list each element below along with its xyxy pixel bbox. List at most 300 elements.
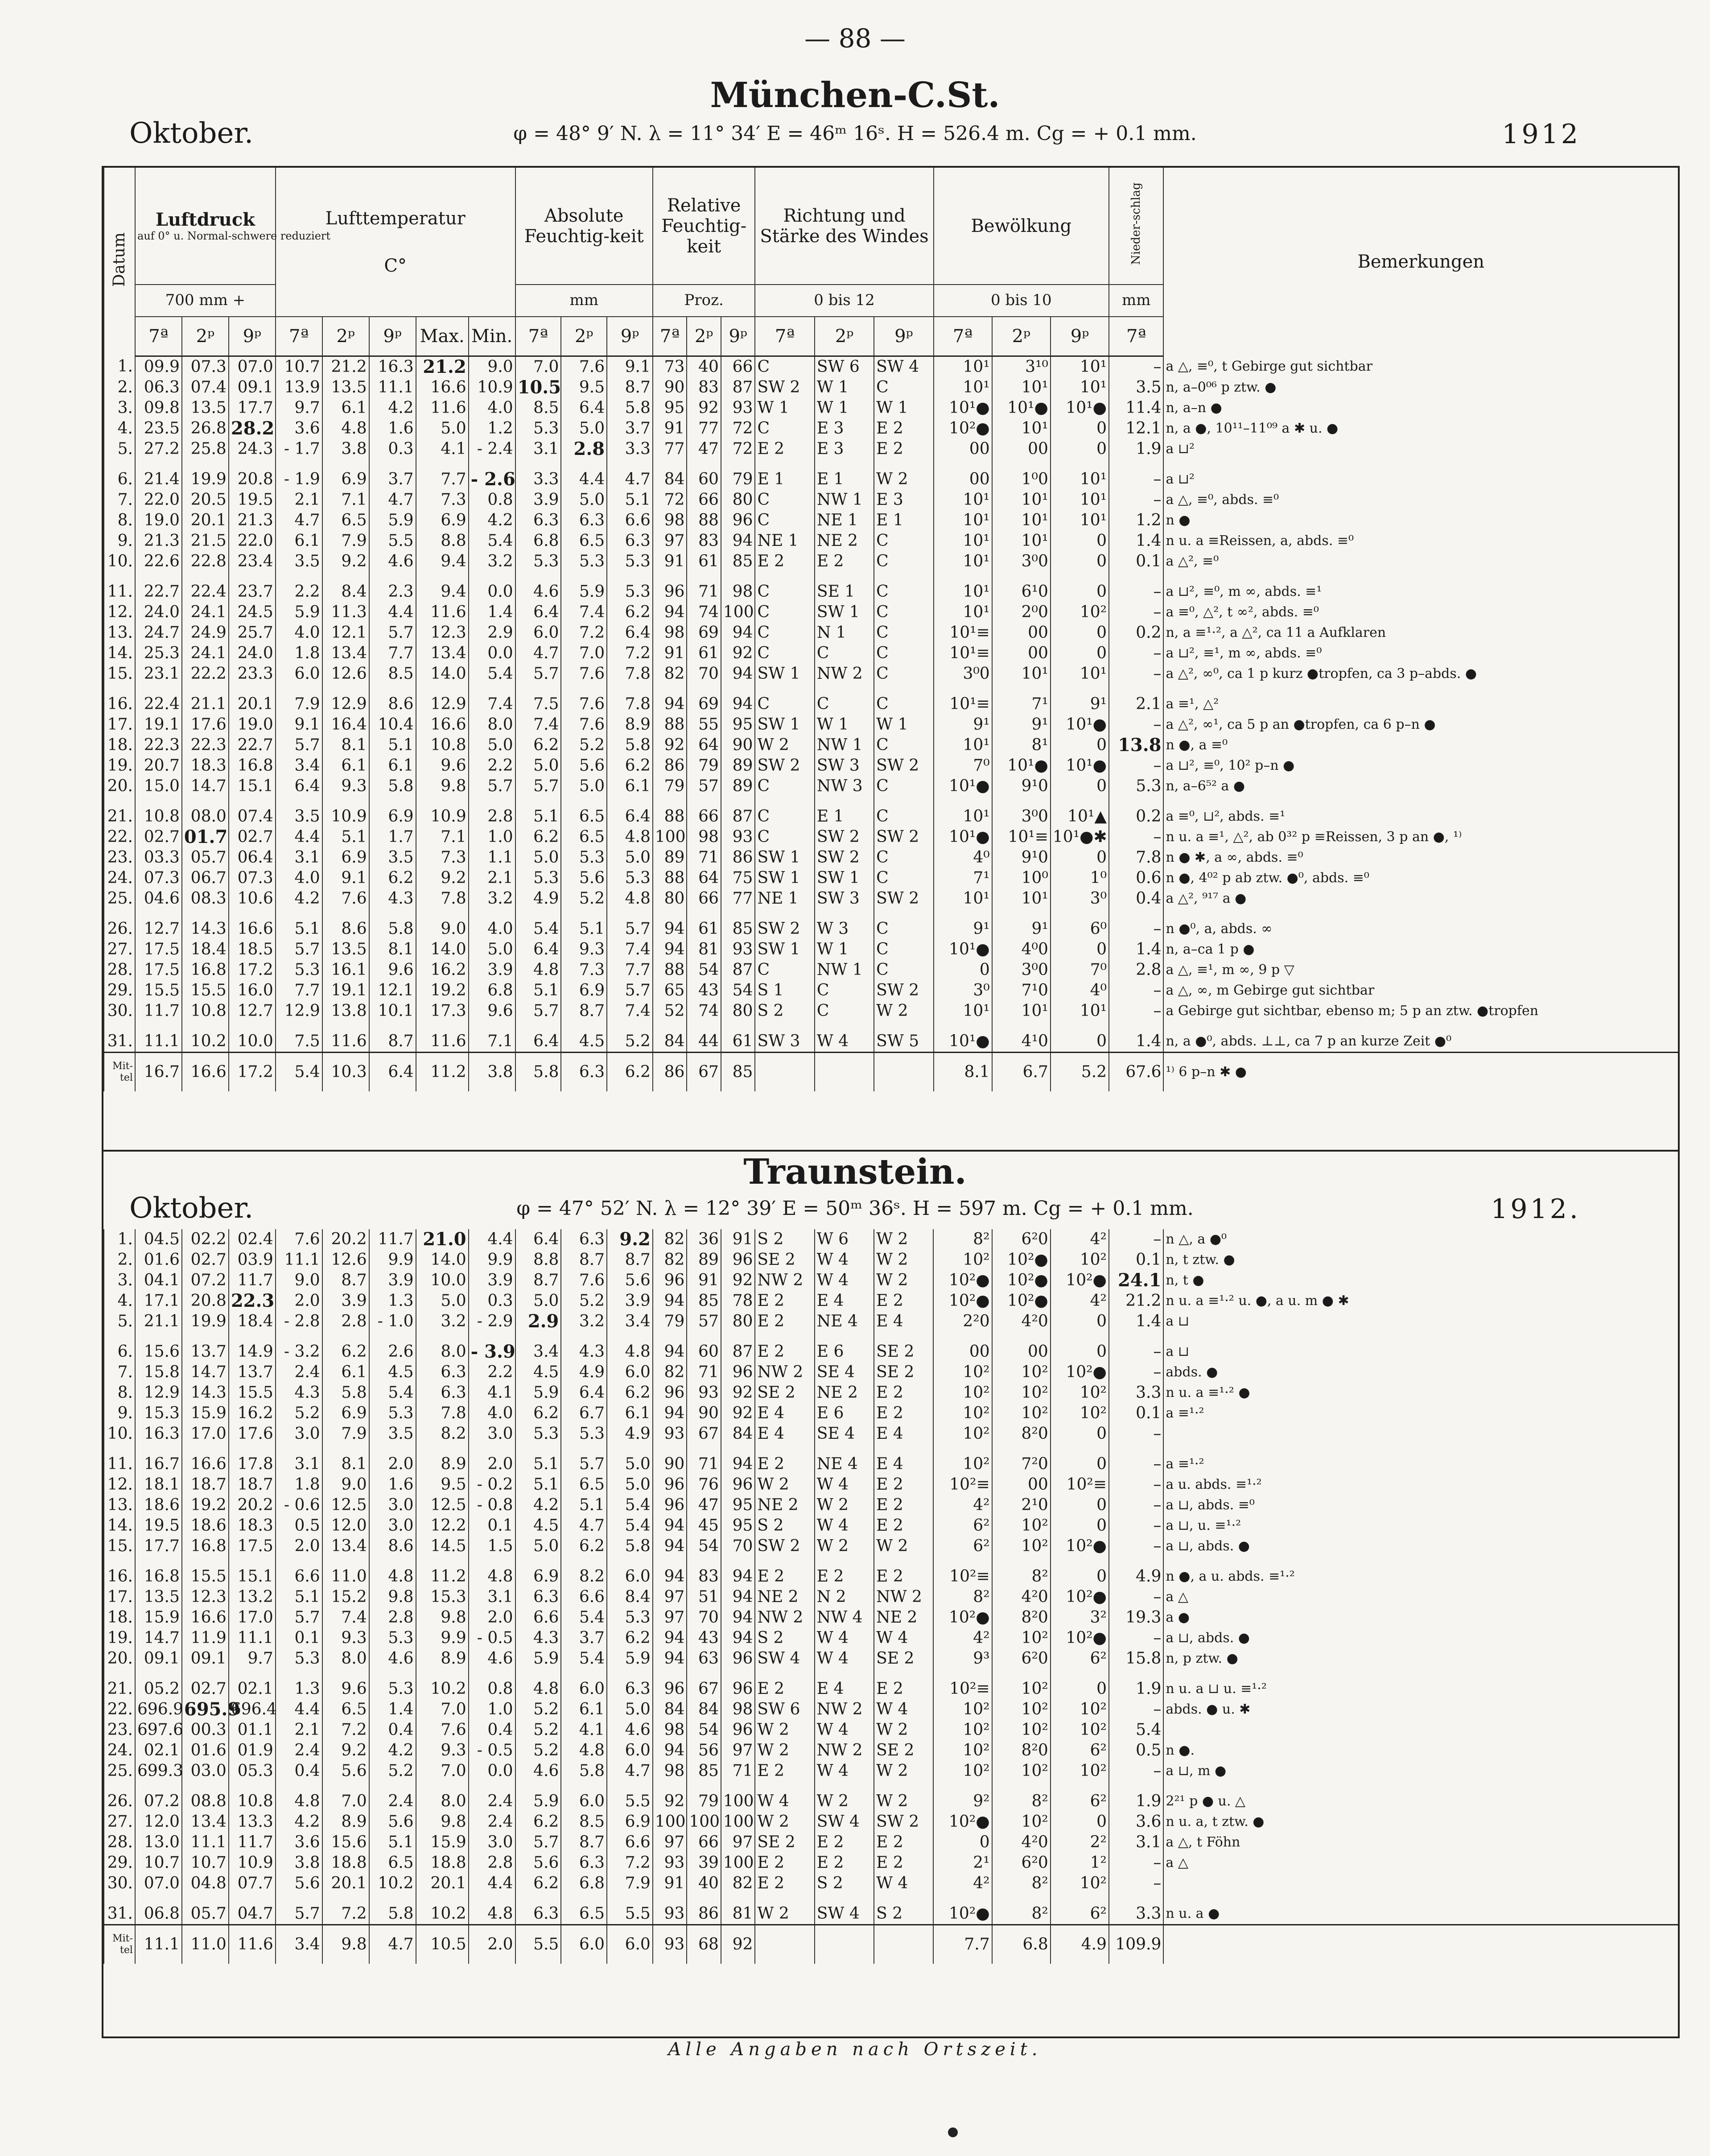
value-cell: 5.0: [416, 1291, 469, 1311]
value-cell: 8.9: [322, 1812, 369, 1832]
value-cell: 11.2: [416, 1566, 469, 1587]
value-cell: 0.1: [276, 1628, 322, 1648]
value-cell: 19.1: [322, 980, 369, 1001]
value-cell: 5.1: [322, 827, 369, 847]
row-gap: [104, 572, 1678, 582]
value-cell: 9.9: [416, 1628, 469, 1648]
day-cell: 14.: [104, 643, 135, 664]
value-cell: 94: [653, 919, 687, 939]
value-cell: 07.4: [182, 377, 229, 398]
value-cell: 04.1: [135, 1270, 182, 1291]
value-cell: 24.1: [182, 643, 229, 664]
value-cell: 94: [721, 664, 755, 684]
remark-cell: a △, ≡¹, m ∞, 9 p ▽: [1163, 960, 1678, 980]
value-cell: 12.6: [322, 664, 369, 684]
value-cell: 5.3: [369, 1679, 416, 1699]
value-cell: 3.9: [322, 1291, 369, 1311]
value-cell: 9.0: [469, 356, 515, 378]
value-cell: 5.7: [369, 623, 416, 643]
value-cell: 0: [1051, 1424, 1109, 1444]
value-cell: E 2: [755, 1566, 814, 1587]
value-cell: 94: [653, 1648, 687, 1669]
value-cell: 6⁰: [1051, 919, 1109, 939]
day-cell: 18.: [104, 1607, 135, 1628]
value-cell: 00: [992, 623, 1051, 643]
value-cell: 10.7: [276, 356, 322, 378]
value-cell: 3.9: [469, 1270, 515, 1291]
value-cell: 6.2: [607, 756, 653, 776]
value-cell: 91: [653, 643, 687, 664]
value-cell: 15.5: [135, 980, 182, 1001]
value-cell: 0: [1051, 623, 1109, 643]
value-cell: 11.1: [229, 1628, 276, 1648]
value-cell: 6.6: [276, 1566, 322, 1587]
value-cell: 05.7: [182, 1904, 229, 1925]
value-cell: 19.5: [229, 490, 276, 510]
value-cell: 10¹●: [1051, 398, 1109, 418]
value-cell: 10¹●: [934, 1031, 992, 1053]
value-cell: 11.4: [1109, 398, 1163, 418]
subheader-t9p: 9ᵖ: [1051, 317, 1109, 356]
value-cell: 66: [687, 888, 721, 909]
value-cell: 5.3: [515, 868, 561, 888]
value-cell: 6.4: [607, 623, 653, 643]
value-cell: 72: [653, 490, 687, 510]
value-cell: 85: [687, 1761, 721, 1781]
table-row: [104, 1679, 1678, 1699]
value-cell: 77: [653, 439, 687, 459]
value-cell: 85: [721, 551, 755, 572]
value-cell: 0.0: [469, 1761, 515, 1781]
value-cell: 2.0: [469, 1607, 515, 1628]
value-cell: 11.1: [135, 1925, 182, 1964]
value-cell: NW 2: [815, 1699, 874, 1720]
value-cell: 9¹: [934, 919, 992, 939]
value-cell: 07.4: [229, 806, 276, 827]
value-cell: 11.1: [276, 1250, 322, 1270]
value-cell: SW 4: [874, 356, 933, 378]
value-cell: 21.4: [135, 469, 182, 490]
value-cell: 4.6: [369, 1648, 416, 1669]
value-cell: 9.3: [416, 1740, 469, 1761]
value-cell: 1.2: [469, 418, 515, 439]
value-cell: 1.9: [1109, 1679, 1163, 1699]
remark-cell: a ⊔: [1163, 1311, 1678, 1332]
value-cell: 6.2: [322, 1342, 369, 1362]
value-cell: NW 1: [815, 960, 874, 980]
value-cell: 57: [687, 1311, 721, 1332]
value-cell: 4²: [933, 1495, 992, 1516]
value-cell: 21.3: [229, 510, 276, 531]
remark-cell: a △², ⁹¹⁷ a ●: [1163, 888, 1678, 909]
value-cell: 90: [687, 1403, 721, 1424]
value-cell: NE 2: [815, 1383, 874, 1403]
value-cell: C: [874, 602, 933, 623]
value-cell: 22.4: [135, 694, 182, 715]
value-cell: 86: [687, 1904, 721, 1925]
value-cell: 12.1: [322, 623, 369, 643]
value-cell: 7.8: [1109, 847, 1163, 868]
value-cell: 11.7: [135, 1001, 182, 1021]
value-cell: 1⁰: [1051, 868, 1109, 888]
value-cell: 02.4: [229, 1229, 276, 1250]
value-cell: 5.6: [369, 1812, 416, 1832]
value-cell: 5.4: [561, 1607, 607, 1628]
value-cell: 5.8: [607, 1536, 653, 1557]
value-cell: 66: [687, 806, 721, 827]
value-cell: 0: [1051, 939, 1109, 960]
value-cell: SW 1: [755, 868, 814, 888]
value-cell: 10²●: [1051, 1536, 1109, 1557]
value-cell: 7.3: [416, 847, 469, 868]
value-cell: 98: [653, 1720, 687, 1740]
value-cell: 5.0: [515, 1536, 561, 1557]
value-cell: 7.2: [322, 1904, 369, 1925]
value-cell: 10¹: [934, 888, 992, 909]
value-cell: 0: [1051, 1454, 1109, 1475]
value-cell: 5.7: [276, 1607, 322, 1628]
value-cell: W 4: [874, 1628, 933, 1648]
value-cell: 0: [1051, 776, 1109, 797]
value-cell: 10¹●✱: [1051, 827, 1109, 847]
value-cell: W 4: [815, 1270, 874, 1291]
value-cell: C: [755, 776, 814, 797]
table-row: [104, 1383, 1678, 1403]
value-cell: 9.3: [561, 939, 607, 960]
value-cell: 4.7: [276, 510, 322, 531]
day-cell: 14.: [104, 1516, 135, 1536]
value-cell: 06.7: [182, 868, 229, 888]
value-cell: 90: [721, 735, 755, 756]
value-cell: 5.2: [276, 1403, 322, 1424]
value-cell: 10⁰: [992, 868, 1051, 888]
value-cell: 5.7: [515, 776, 561, 797]
value-cell: 18.3: [229, 1516, 276, 1536]
value-cell: 3.1: [469, 1587, 515, 1607]
value-cell: - 1.9: [276, 469, 322, 490]
value-cell: 6.4: [276, 776, 322, 797]
value-cell: 7⁰: [1051, 960, 1109, 980]
value-cell: 09.1: [229, 377, 276, 398]
day-cell: 13.: [104, 1495, 135, 1516]
value-cell: 9.9: [469, 1250, 515, 1270]
value-cell: 8²: [992, 1904, 1051, 1925]
value-cell: 7.1: [469, 1031, 515, 1053]
value-cell: 3.0: [369, 1495, 416, 1516]
value-cell: SW 2: [755, 1536, 814, 1557]
value-cell: 11.2: [416, 1053, 469, 1092]
col-luftdruck: [135, 168, 331, 285]
value-cell: C: [755, 643, 814, 664]
value-cell: 10¹: [934, 806, 992, 827]
value-cell: 10¹●: [934, 776, 992, 797]
value-cell: 91: [721, 1229, 755, 1250]
value-cell: 1.7: [369, 827, 416, 847]
value-cell: 5.4: [369, 1383, 416, 1403]
table-row: [104, 888, 1678, 909]
value-cell: 3.7: [369, 469, 416, 490]
value-cell: 68: [687, 1925, 721, 1964]
remark-cell: a ●: [1163, 1607, 1678, 1628]
value-cell: 9.4: [416, 582, 469, 602]
value-cell: 96: [653, 1679, 687, 1699]
coords-label-1: φ = 48° 9′ N. λ = 11° 34′ E = 46ᵐ 16ˢ. H = 526.4 m. Cg = + 0.1 mm.: [513, 122, 1197, 145]
value-cell: 10¹: [1051, 469, 1109, 490]
value-cell: 0.8: [469, 490, 515, 510]
remark-cell: a ⊔, abds. ≡⁰: [1163, 1495, 1678, 1516]
value-cell: 20.2: [322, 1229, 369, 1250]
value-cell: 6.1: [276, 531, 322, 551]
row-gap: [104, 459, 1678, 469]
value-cell: 22.0: [229, 531, 276, 551]
value-cell: 89: [687, 1250, 721, 1270]
value-cell: 10.9: [322, 806, 369, 827]
section-divider: [102, 1150, 1678, 1152]
value-cell: 9³: [933, 1648, 992, 1669]
table-row: [104, 1475, 1678, 1495]
value-cell: 0: [1051, 847, 1109, 868]
value-cell: SE 2: [874, 1342, 933, 1362]
table-row: [104, 735, 1678, 756]
remark-cell: a ⊔: [1163, 1342, 1678, 1362]
value-cell: 85: [687, 1291, 721, 1311]
value-cell: 5.2: [561, 735, 607, 756]
value-cell: 9¹0: [992, 847, 1051, 868]
row-gap: [104, 1669, 1678, 1679]
value-cell: 22.3: [182, 735, 229, 756]
value-cell: SW 2: [815, 827, 874, 847]
value-cell: 16.7: [135, 1053, 182, 1092]
value-cell: 82: [721, 1873, 755, 1894]
value-cell: 94: [653, 1628, 687, 1648]
value-cell: 100: [721, 1791, 755, 1812]
day-cell: 5.: [104, 439, 135, 459]
day-cell: 11.: [104, 1454, 135, 1475]
value-cell: 12.5: [416, 1495, 469, 1516]
value-cell: 87: [721, 960, 755, 980]
value-cell: 79: [653, 1311, 687, 1332]
value-cell: 6.2: [607, 602, 653, 623]
value-cell: 2.3: [369, 582, 416, 602]
value-cell: 6.8: [992, 1925, 1051, 1964]
remark-cell: a ⊔², ≡¹, m ∞, abds. ≡⁰: [1163, 643, 1678, 664]
day-cell: 25.: [104, 1761, 135, 1781]
value-cell: 6.6: [607, 510, 653, 531]
value-cell: W 2: [755, 1812, 814, 1832]
remark-cell: a ≡⁰, ⊔², abds. ≡¹: [1163, 806, 1678, 827]
value-cell: 3.6: [1109, 1812, 1163, 1832]
lufttemperatur-unit: C°: [384, 255, 407, 276]
value-cell: 95: [721, 715, 755, 735]
value-cell: 75: [721, 868, 755, 888]
value-cell: 5.7: [515, 664, 561, 684]
value-cell: 10²: [992, 1679, 1051, 1699]
value-cell: 19.0: [135, 510, 182, 531]
value-cell: SW 1: [755, 939, 814, 960]
value-cell: –: [1109, 827, 1163, 847]
value-cell: 10¹: [1051, 664, 1109, 684]
day-cell: 6.: [104, 1342, 135, 1362]
value-cell: 5.8: [607, 398, 653, 418]
value-cell: 19.0: [229, 715, 276, 735]
day-cell: 20.: [104, 1648, 135, 1669]
day-cell: 8.: [104, 1383, 135, 1403]
value-cell: 98: [653, 623, 687, 643]
value-cell: S 1: [755, 980, 814, 1001]
value-cell: 6.2: [515, 735, 561, 756]
value-cell: C: [874, 623, 933, 643]
day-cell: 15.: [104, 1536, 135, 1557]
value-cell: 18.6: [182, 1516, 229, 1536]
value-cell: 19.9: [182, 1311, 229, 1332]
value-cell: 5.2: [1051, 1053, 1109, 1092]
value-cell: 4.1: [561, 1720, 607, 1740]
value-cell: SW 1: [755, 664, 814, 684]
value-cell: 5.0: [561, 776, 607, 797]
year-label-2: 1912.: [1491, 1194, 1581, 1225]
value-cell: NE 4: [815, 1311, 874, 1332]
value-cell: NE 2: [755, 1495, 814, 1516]
row-gap: [104, 1781, 1678, 1791]
value-cell: 10¹: [1051, 377, 1109, 398]
value-cell: 14.7: [182, 1362, 229, 1383]
value-cell: –: [1109, 1853, 1163, 1873]
value-cell: 71: [687, 1454, 721, 1475]
day-cell: 10.: [104, 1424, 135, 1444]
subheader-t2p: 2ᵖ: [815, 317, 874, 356]
remark-cell: a ⊔, abds. ●: [1163, 1628, 1678, 1648]
value-cell: 4.7: [561, 1516, 607, 1536]
value-cell: 13.5: [135, 1587, 182, 1607]
value-cell: 7.7: [933, 1925, 992, 1964]
table-row: [104, 643, 1678, 664]
value-cell: 6.3: [607, 1679, 653, 1699]
table-row: [104, 1628, 1678, 1648]
value-cell: 4²: [933, 1873, 992, 1894]
subheader-t9p: 9ᵖ: [721, 317, 755, 356]
value-cell: 5.4: [469, 664, 515, 684]
day-cell: 24.: [104, 1740, 135, 1761]
value-cell: 47: [687, 439, 721, 459]
value-cell: 1⁰0: [992, 469, 1051, 490]
table-row: [104, 756, 1678, 776]
value-cell: 4.2: [276, 1812, 322, 1832]
value-cell: W 2: [815, 1791, 874, 1812]
value-cell: 7.9: [607, 1873, 653, 1894]
value-cell: 44: [687, 1031, 721, 1053]
bewoelkung-unit: 0 bis 10: [934, 285, 1109, 317]
value-cell: 61: [721, 1031, 755, 1053]
value-cell: 17.5: [135, 960, 182, 980]
value-cell: N 2: [815, 1587, 874, 1607]
value-cell: 10¹: [934, 551, 992, 572]
value-cell: E 4: [755, 1424, 814, 1444]
value-cell: 1.9: [1109, 1791, 1163, 1812]
value-cell: C: [874, 551, 933, 572]
value-cell: 0.4: [369, 1720, 416, 1740]
table-row: [104, 531, 1678, 551]
value-cell: 9.4: [416, 551, 469, 572]
value-cell: 13.4: [322, 643, 369, 664]
day-cell: 28.: [104, 960, 135, 980]
value-cell: 51: [687, 1587, 721, 1607]
value-cell: 5.0: [561, 490, 607, 510]
value-cell: E 2: [874, 1516, 933, 1536]
value-cell: 10¹: [934, 531, 992, 551]
value-cell: SW 3: [755, 1031, 814, 1053]
subheader-t7a: 7ª: [1109, 317, 1163, 356]
value-cell: 12.9: [322, 694, 369, 715]
table-frame: [102, 166, 1680, 2038]
value-cell: 9.5: [416, 1475, 469, 1495]
value-cell: 5.4: [607, 1516, 653, 1536]
row-gap: [104, 1332, 1678, 1342]
value-cell: 2.1: [469, 868, 515, 888]
table-row: [104, 694, 1678, 715]
value-cell: 15.9: [182, 1403, 229, 1424]
value-cell: 14.3: [182, 1383, 229, 1403]
value-cell: NW 2: [755, 1362, 814, 1383]
value-cell: 6.9: [416, 510, 469, 531]
value-cell: 08.8: [182, 1791, 229, 1812]
value-cell: W 2: [755, 735, 814, 756]
remark-cell: n ●: [1163, 510, 1678, 531]
value-cell: 88: [687, 510, 721, 531]
value-cell: 16.2: [416, 960, 469, 980]
value-cell: 699.3: [135, 1761, 182, 1781]
col-abs-feucht: Absolute Feuchtig-keit: [515, 168, 653, 285]
value-cell: 87: [721, 377, 755, 398]
value-cell: 7¹: [992, 694, 1051, 715]
value-cell: 04.7: [229, 1904, 276, 1925]
value-cell: 3.8: [276, 1853, 322, 1873]
value-cell: 00: [992, 1342, 1051, 1362]
value-cell: [815, 1925, 874, 1964]
value-cell: 0.0: [469, 643, 515, 664]
value-cell: 6.5: [561, 531, 607, 551]
value-cell: 10²●: [1051, 1628, 1109, 1648]
value-cell: 1.8: [276, 643, 322, 664]
value-cell: 8²: [933, 1229, 992, 1250]
value-cell: 3.0: [369, 1516, 416, 1536]
value-cell: 10²: [933, 1699, 992, 1720]
value-cell: 04.8: [182, 1873, 229, 1894]
value-cell: E 1: [755, 469, 814, 490]
remark-cell: n u. a, t ztw. ●: [1163, 1812, 1678, 1832]
value-cell: 14.5: [416, 1536, 469, 1557]
value-cell: 7.0: [515, 356, 561, 378]
value-cell: 10²●: [1051, 1587, 1109, 1607]
value-cell: 0: [1051, 1516, 1109, 1536]
value-cell: 10²: [933, 1403, 992, 1424]
remark-cell: a ⊔, m ●: [1163, 1761, 1678, 1781]
value-cell: 13.5: [322, 377, 369, 398]
value-cell: 10.0: [229, 1031, 276, 1053]
value-cell: C: [874, 868, 933, 888]
value-cell: 92: [653, 1791, 687, 1812]
remark-cell: n, a ●⁰, abds. ⊥⊥, ca 7 p an kurze Zeit ●⁰: [1163, 1031, 1678, 1053]
value-cell: 8.5: [561, 1812, 607, 1832]
day-cell: 19.: [104, 1628, 135, 1648]
value-cell: SW 4: [755, 1648, 814, 1669]
remark-cell: n u. a ⊔ u. ≡¹·²: [1163, 1679, 1678, 1699]
value-cell: 4.8: [276, 1791, 322, 1812]
value-cell: 2.1: [1109, 694, 1163, 715]
value-cell: 7²0: [992, 1454, 1051, 1475]
value-cell: 66: [687, 490, 721, 510]
value-cell: 16.6: [182, 1607, 229, 1628]
value-cell: 0.1: [1109, 1250, 1163, 1270]
